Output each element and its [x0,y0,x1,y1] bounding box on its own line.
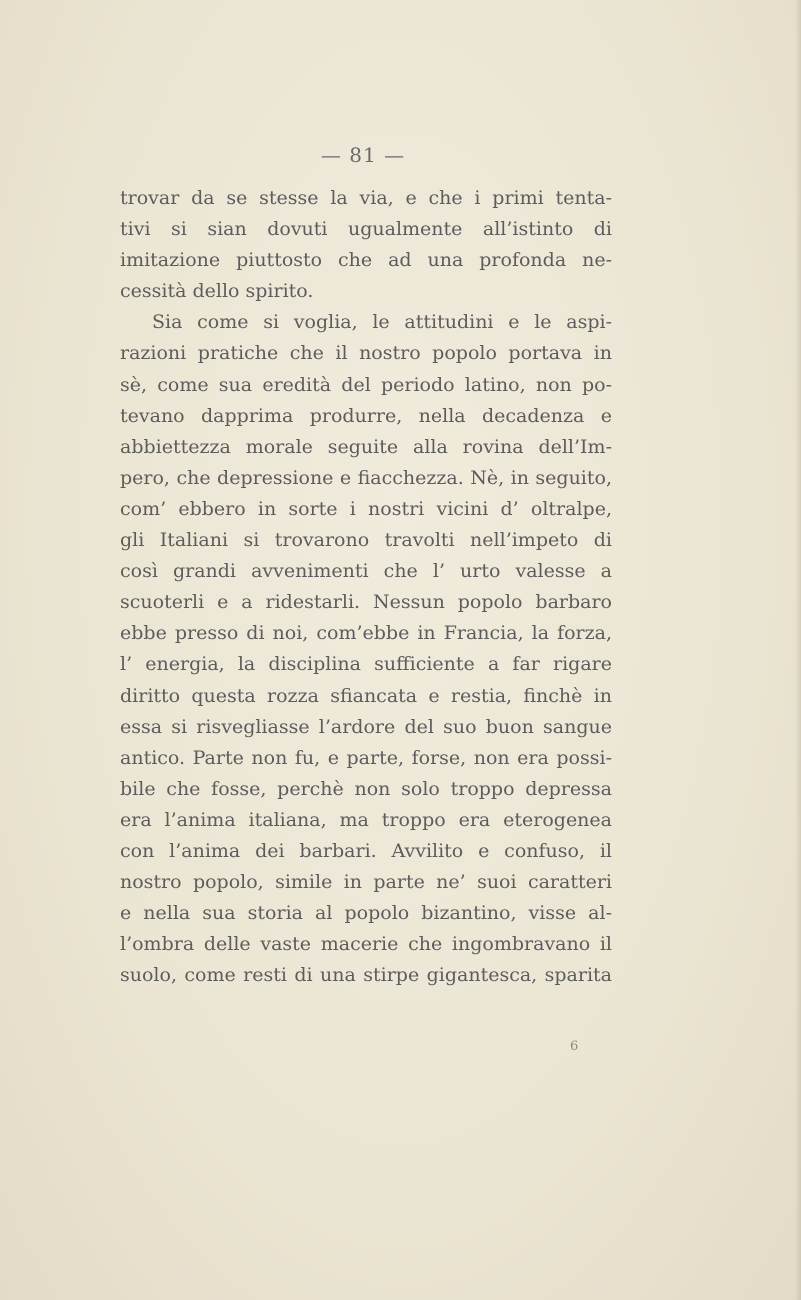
text-line: gli Italiani si trovarono travolti nell’impeto di [120,529,612,552]
text-line: con l’anima dei barbari. Avvilito e confuso, il [120,839,612,862]
text-line: essa si risvegliasse l’ardore del suo buon sangue [120,715,612,738]
text-line: sè, come sua eredità del periodo latino, non po- [120,373,612,396]
text-line: antico. Parte non fu, e parte, forse, non era possi- [120,746,612,769]
body-text [120,183,612,991]
text-line: l’ombra delle vaste macerie che ingombravano il [120,933,612,956]
signature-mark: 6 [570,1039,579,1054]
text-line: pero, che depressione e fiacchezza. Nè, in seguito, [120,466,612,489]
text-line: bile che fosse, perchè non solo troppo depressa [120,777,612,800]
text-line: scuoterli e a ridestarli. Nessun popolo barbaro [120,591,612,614]
text-line: ebbe presso di noi, com’ebbe in Francia, la forza, [120,622,612,645]
text-line: Sia come si voglia, le attitudini e le aspi- [152,311,612,334]
text-line: suolo, come resti di una stirpe gigantesca, sparita [120,964,612,987]
page-edge-shadow [795,0,801,1300]
text-line: com’ ebbero in sorte i nostri vicini d’ oltralpe, [120,497,612,520]
text-line: tivi si sian dovuti ugualmente all’istinto di [120,218,612,241]
text-line: trovar da se stesse la via, e che i primi tenta- [120,187,612,209]
text-line: abbiettezza morale seguite alla rovina dell’Im- [120,435,612,458]
text-line: imitazione piuttosto che ad una profonda ne- [120,249,612,272]
text-line: cessità dello spirito. [120,280,314,303]
text-line: e nella sua storia al popolo bizantino, visse al- [120,902,612,925]
text-line: era l’anima italiana, ma troppo era eterogenea [120,808,612,831]
text-line: così grandi avvenimenti che l’ urto valesse a [120,560,612,583]
text-line: tevano dapprima produrre, nella decadenza e [120,404,612,427]
text-line: l’ energia, la disciplina sufficiente a far rigare [120,653,612,676]
text-line: razioni pratiche che il nostro popolo portava in [120,342,612,365]
page-number: — 81 — [320,143,406,167]
text-line: nostro popolo, simile in parte ne’ suoi caratteri [120,871,612,894]
text-line: diritto questa rozza sfiancata e restia, finchè in [120,684,612,707]
